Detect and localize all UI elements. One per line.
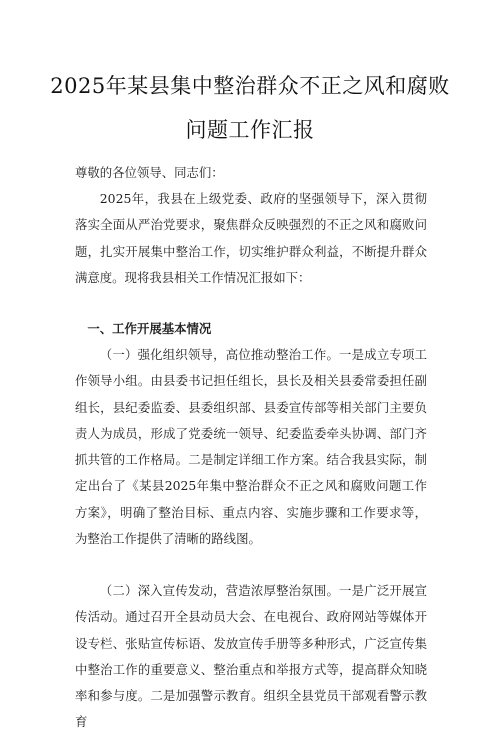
document-title-line-1: 2025年某县集中整治群众不正之风和腐败	[50, 74, 450, 98]
paragraph-organization: （一）强化组织领导，高位推动整治工作。一是成立专项工作领导小组。由县委书记担任组长，县长及相关县委常委担任副组长，县纪委监委、县委组织部、县委宣传部等相关部门主要负责人为成员，形成了党委统一领导、纪委监委牵头协调、部门齐抓共管的工作格局。二是制定详细工作方案。结合我县实际，制定出台了《某县2025年集中整治群众不正之风和腐败问题工作方案》，明确了整治目标、重点内容、实施步骤和工作要求等，为整治工作提供了清晰的路线图。	[75, 347, 427, 547]
document-title-line-2: 问题工作汇报	[185, 118, 315, 142]
paragraph-publicity: （二）深入宣传发动，营造浓厚整治氛围。一是广泛开展宣传活动。通过召开全县动员大会、在电视台、政府网站等媒体开设专栏、张贴宣传标语、发放宣传手册等多种形式，广泛宣传集中整治工作的重要意义、整治重点和举报方式等，提高群众知晓率和参与度。二是加强警示教育。组织全县党员干部观看警示教育	[75, 583, 427, 730]
salutation: 尊敬的各位领导、同志们：	[75, 165, 224, 180]
section-heading-1: 一、工作开展基本情况	[87, 321, 212, 336]
paragraph-intro: 2025年，我县在上级党委、政府的坚强领导下，深入贯彻落实全面从严治党要求，聚焦群众反映强烈的不正之风和腐败问题，扎实开展集中整治工作，切实维护群众利益，不断提升群众满意度。现将我县相关工作情况汇报如下：	[75, 191, 427, 285]
